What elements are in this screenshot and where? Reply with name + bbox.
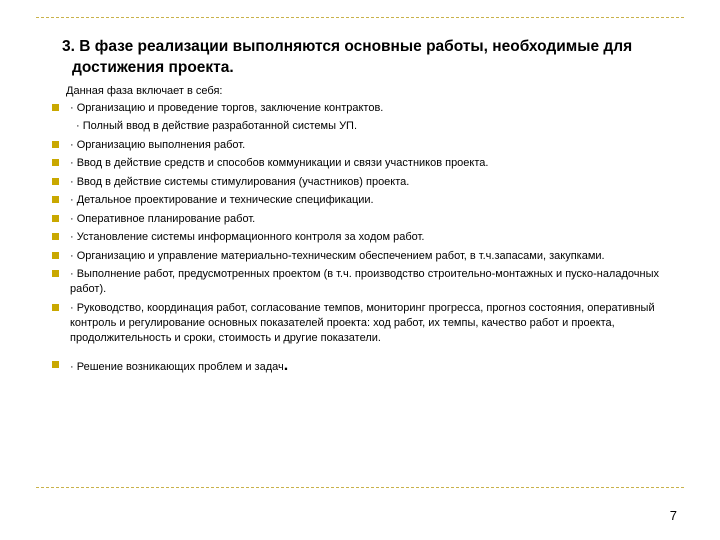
list-item bbox=[52, 101, 692, 116]
bullet-square-icon bbox=[52, 361, 59, 368]
bullet-square-icon bbox=[52, 304, 59, 311]
page-number: 7 bbox=[669, 508, 677, 523]
top-divider bbox=[36, 17, 684, 18]
list-item-text: · Организацию и управление материально-техническим обеспечением работ, в т.ч.запасами, закупками. bbox=[70, 249, 605, 262]
title-line-2: достижения проекта. bbox=[72, 59, 234, 76]
list-item bbox=[52, 249, 692, 264]
list-item-text: · Ввод в действие системы стимулирования (участников) проекта. bbox=[70, 175, 410, 188]
title-line-1: В фазе реализации выполняются основные работы, необходимые для bbox=[79, 38, 633, 55]
title-number: 3. bbox=[62, 38, 75, 55]
list-item bbox=[52, 156, 692, 171]
list-subitem bbox=[52, 119, 692, 134]
phase-activities-list bbox=[52, 97, 692, 378]
list-item-text: · Ввод в действие средств и способов коммуникации и связи участников проекта. bbox=[70, 157, 489, 169]
list-item-text: · Детальное проектирование и технические спецификации. bbox=[70, 194, 374, 206]
bullet-square-icon bbox=[52, 252, 59, 259]
slide-title bbox=[62, 36, 662, 78]
list-item-text: · Организацию и проведение торгов, заключение контрактов. bbox=[70, 101, 384, 114]
bullet-square-icon bbox=[52, 233, 59, 240]
list-item bbox=[52, 193, 692, 208]
list-item bbox=[52, 230, 692, 245]
bullet-square-icon bbox=[52, 159, 59, 166]
bullet-square-icon bbox=[52, 141, 59, 148]
list-item-text: · Полный ввод в действие разработанной системы УП. bbox=[76, 120, 358, 132]
list-item-final-period: . bbox=[283, 356, 289, 374]
list-item-text: · Руководство, координация работ, согласование темпов, мониторинг прогресса, прогноз состояния, оперативный контроль и регулирование основных показателей проекта: ход работ, их темпы, качество работ и проекта, продолжительность и сроки, стоимость и другие показатели. bbox=[70, 301, 655, 344]
bullet-square-icon bbox=[52, 215, 59, 222]
intro-text: Данная фаза включает в себя: bbox=[66, 85, 223, 97]
list-item bbox=[52, 301, 692, 346]
list-item bbox=[52, 138, 692, 153]
bullet-square-icon bbox=[52, 104, 59, 111]
list-item-text: · Установление системы информационного контроля за ходом работ. bbox=[70, 231, 425, 243]
list-item-text: · Решение возникающих проблем и задач bbox=[70, 360, 284, 373]
list-item bbox=[52, 175, 692, 190]
bullet-square-icon bbox=[52, 196, 59, 203]
list-item-text: · Выполнение работ, предусмотренных проектом (в т.ч. производство строительно-монтажных и пуско-наладочных работ). bbox=[70, 268, 659, 295]
list-item bbox=[52, 358, 692, 375]
list-item bbox=[52, 267, 692, 297]
bottom-divider bbox=[36, 487, 684, 488]
list-item-text: · Организацию выполнения работ. bbox=[70, 138, 246, 151]
bullet-square-icon bbox=[52, 178, 59, 185]
list-item bbox=[52, 212, 692, 227]
bullet-square-icon bbox=[52, 270, 59, 277]
list-item-text: · Оперативное планирование работ. bbox=[70, 212, 256, 225]
